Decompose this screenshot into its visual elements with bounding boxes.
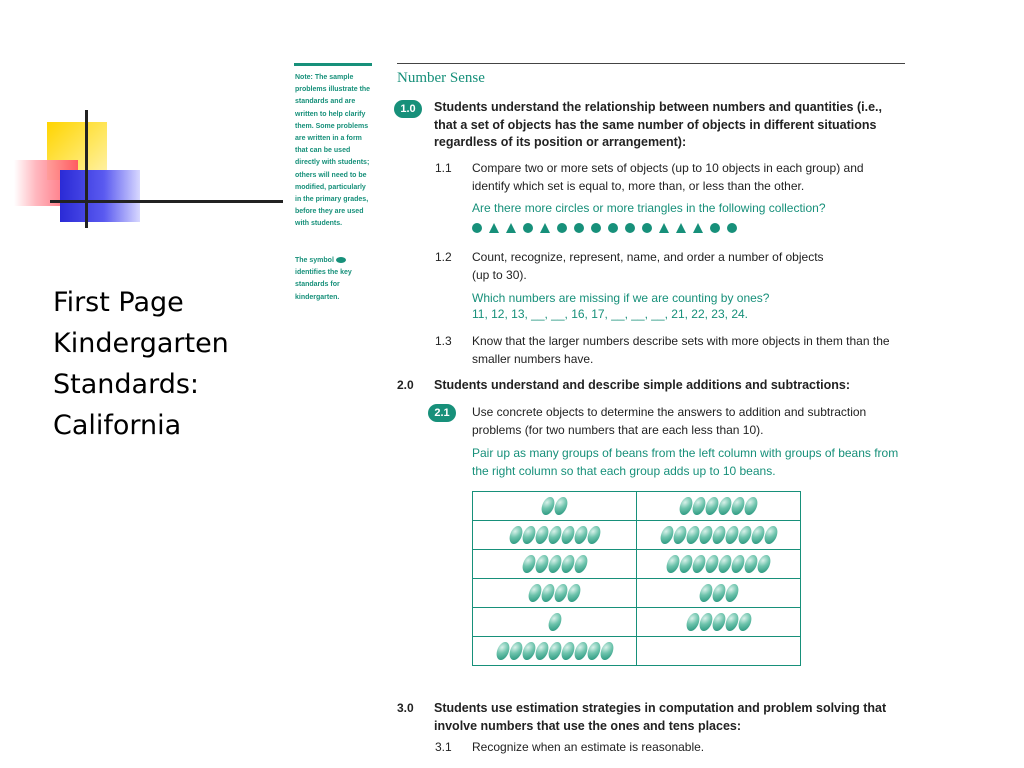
standard-1-3-text: Know that the larger numbers describe sets with more objects in them than the smaller numbers have. — [472, 334, 890, 366]
circle-icon — [557, 223, 567, 233]
bean-cell-left — [473, 550, 637, 579]
bean-icon — [566, 584, 582, 602]
slide-title-line: First Page — [53, 287, 184, 318]
circle-icon — [523, 223, 533, 233]
bean-cell-right — [637, 608, 801, 637]
bean-icon — [546, 555, 562, 573]
triangle-icon — [659, 223, 669, 233]
bean-icon — [678, 555, 694, 573]
bean-icon — [559, 555, 575, 573]
standard-number: 1.3 — [435, 334, 452, 348]
bean-row — [473, 550, 801, 579]
bean-icon — [598, 642, 614, 660]
standard-3-1-text: Recognize when an estimate is reasonable. — [472, 740, 705, 754]
bean-icon — [572, 555, 588, 573]
bean-icon — [736, 526, 752, 544]
standard-2-1-text: Use concrete objects to determine the answers to addition and subtraction problems (for two numbers that are each less than 10). — [472, 405, 867, 437]
bean-icon — [546, 526, 562, 544]
bean-icon — [533, 555, 549, 573]
bean-cell-left — [473, 637, 637, 666]
standard-number: 1.1 — [435, 161, 452, 175]
key-standard-icon — [336, 257, 346, 263]
bean-row — [473, 608, 801, 637]
bean-icon — [697, 526, 713, 544]
bean-icon — [665, 555, 681, 573]
bean-icon — [704, 497, 720, 515]
bean-icon — [723, 584, 739, 602]
slide-title — [53, 282, 229, 446]
bean-icon — [691, 497, 707, 515]
section-title: Number Sense — [397, 70, 485, 86]
bean-icon — [540, 584, 556, 602]
symbol-note-before: The symbol — [295, 257, 334, 264]
bean-icon — [553, 584, 569, 602]
circle-icon — [710, 223, 720, 233]
bean-icon — [684, 613, 700, 631]
bean-icon — [749, 526, 765, 544]
bean-cell-right — [637, 579, 801, 608]
sidebar-note — [295, 72, 373, 231]
bean-icon — [710, 584, 726, 602]
bean-icon — [730, 497, 746, 515]
bean-icon — [572, 642, 588, 660]
bean-icon — [520, 526, 536, 544]
bean-icon — [671, 526, 687, 544]
bean-icon — [756, 555, 772, 573]
bean-row — [473, 637, 801, 666]
circle-icon — [591, 223, 601, 233]
shapes-collection — [472, 223, 737, 233]
bean-icon — [717, 555, 733, 573]
circle-icon — [642, 223, 652, 233]
standard-badge: 2.1 — [428, 404, 456, 422]
slide-title-line: Kindergarten — [53, 328, 229, 359]
circle-icon — [727, 223, 737, 233]
bean-icon — [736, 613, 752, 631]
standard-1-1-text: Compare two or more sets of objects (up to 10 objects in each group) and identify which set is equal to, more than, or less than the other. — [472, 161, 864, 193]
bean-icon — [553, 497, 569, 515]
triangle-icon — [693, 223, 703, 233]
standard-number: 2.0 — [397, 378, 414, 392]
bean-icon — [762, 526, 778, 544]
bean-icon — [520, 642, 536, 660]
bean-icon — [559, 642, 575, 660]
bean-icon — [494, 642, 510, 660]
circle-icon — [574, 223, 584, 233]
bean-icon — [527, 584, 543, 602]
triangle-icon — [676, 223, 686, 233]
bean-cell-right — [637, 550, 801, 579]
note-text: The sample problems illustrate the standards and are written to help clarify them. Some problems are written in a form that can be used directly with students; others will need to be modified, particularly in the primary grades, before they are used with students. — [295, 74, 371, 228]
bean-icon — [572, 526, 588, 544]
bean-cell-right — [637, 521, 801, 550]
bean-icon — [723, 526, 739, 544]
bean-cell-left — [473, 492, 637, 521]
bean-icon — [546, 613, 562, 631]
standard-1-2-example-sequence: 11, 12, 13, __, __, 16, 17, __, __, __, 21, 22, 23, 24. — [472, 307, 748, 321]
bean-icon — [658, 526, 674, 544]
header-rule — [397, 63, 905, 64]
bean-icon — [697, 613, 713, 631]
triangle-icon — [506, 223, 516, 233]
bean-icon — [585, 642, 601, 660]
bean-icon — [678, 497, 694, 515]
bean-icon — [507, 642, 523, 660]
standard-1-0-text: Students understand the relationship between numbers and quantities (i.e., that a set of objects has the same number of objects in different situations regardless of its position or arrangement): — [434, 100, 882, 149]
standards-page — [283, 55, 923, 768]
bean-row — [473, 521, 801, 550]
bean-icon — [533, 642, 549, 660]
bean-icon — [691, 555, 707, 573]
bean-icon — [710, 613, 726, 631]
bean-icon — [559, 526, 575, 544]
standard-badge: 1.0 — [394, 100, 422, 118]
triangle-icon — [489, 223, 499, 233]
standard-1-2-example-question: Which numbers are missing if we are counting by ones? — [472, 291, 770, 305]
bean-row — [473, 492, 801, 521]
circle-icon — [625, 223, 635, 233]
note-rule — [294, 63, 372, 66]
standard-number: 3.1 — [435, 740, 452, 754]
note-label: Note: — [295, 74, 313, 81]
standard-3-0-text: Students use estimation strategies in computation and problem solving that involve numbers that use the ones and tens places: — [434, 701, 887, 733]
bean-icon — [717, 497, 733, 515]
bean-icon — [585, 526, 601, 544]
bean-icon — [730, 555, 746, 573]
bean-icon — [546, 642, 562, 660]
standard-2-1-example: Pair up as many groups of beans from the left column with groups of beans from the right column so that each group adds up to 10 beans. — [472, 446, 899, 478]
bean-table — [472, 491, 801, 666]
bean-cell-right — [637, 492, 801, 521]
slide-title-line: California — [53, 410, 182, 441]
triangle-icon — [540, 223, 550, 233]
bean-icon — [704, 555, 720, 573]
bean-icon — [533, 526, 549, 544]
bean-cell-left — [473, 579, 637, 608]
standard-1-1-example: Are there more circles or more triangles in the following collection? — [472, 201, 826, 215]
bean-icon — [684, 526, 700, 544]
circle-icon — [608, 223, 618, 233]
symbol-note — [295, 255, 373, 304]
circle-icon — [472, 223, 482, 233]
bean-icon — [507, 526, 523, 544]
standard-number: 1.2 — [435, 250, 452, 264]
standard-2-0-text: Students understand and describe simple additions and subtractions: — [434, 378, 851, 392]
symbol-note-after: identifies the key standards for kindergarten. — [295, 269, 352, 301]
slide-title-line: Standards: — [53, 369, 199, 400]
bean-icon — [697, 584, 713, 602]
bean-cell-right — [637, 637, 801, 666]
decor-horizontal-line — [50, 200, 285, 203]
decor-vertical-line — [85, 110, 88, 228]
bean-row — [473, 579, 801, 608]
bean-icon — [520, 555, 536, 573]
bean-cell-left — [473, 608, 637, 637]
bean-icon — [710, 526, 726, 544]
bean-icon — [540, 497, 556, 515]
bean-icon — [743, 497, 759, 515]
bean-cell-left — [473, 521, 637, 550]
standard-1-2-text: Count, recognize, represent, name, and order a number of objects (up to 30). — [472, 250, 824, 282]
decor-blue-bar — [60, 170, 140, 222]
standard-number: 3.0 — [397, 701, 414, 715]
bean-icon — [743, 555, 759, 573]
bean-icon — [723, 613, 739, 631]
